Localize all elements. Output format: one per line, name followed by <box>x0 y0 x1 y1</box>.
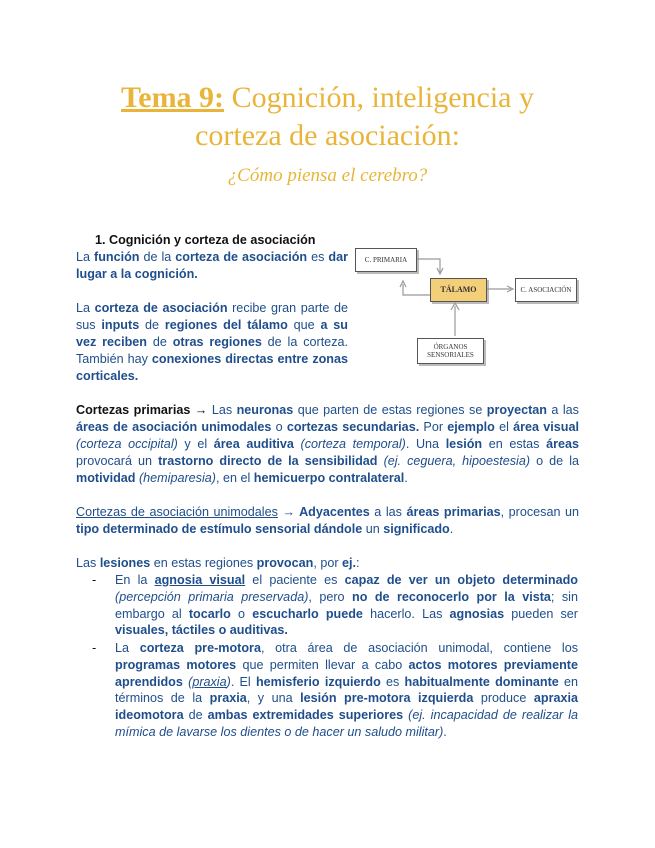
title-line1: Cognición, inteligencia y <box>224 81 534 114</box>
page-title <box>0 80 655 116</box>
paragraph-unimodales: Cortezas de asociación unimodales → Adyacentes a las áreas primarias, procesan un tipo determinado de estímulo sensorial dándole un significado. <box>76 505 579 536</box>
page-subtitle: ¿Cómo piensa el cerebro? <box>227 165 428 186</box>
bullet-agnosia: En la agnosia visual el paciente es capaz de ver un objeto determinado (percepción primaria preservada), pero no de reconocerlo por la vista; sin embargo al tocarlo o escucharlo puede hacerlo. Las agnosias pueden ser visuales, táctiles o auditivas. <box>115 573 578 638</box>
diagram-arrows <box>355 240 585 370</box>
title-line2: corteza de asociación: <box>195 119 460 152</box>
bullet-dash: - <box>92 573 97 587</box>
diagram-organos-box: ÓRGANOS SENSORIALES <box>417 338 484 364</box>
section-heading: 1. Cognición y corteza de asociación <box>95 233 316 247</box>
diagram-asociacion-box: C. ASOCIACIÓN <box>515 278 577 302</box>
paragraph-intro: La función de la corteza de asociación es dar lugar a la cognición. <box>76 250 349 281</box>
title-prefix: Tema 9: <box>121 81 225 114</box>
paragraph-cortezas-primarias: Cortezas primarias → Las neuronas que parten de estas regiones se proyectan a las áreas de asociación unimodales o cortezas secundarias. Por ejemplo el área visual (corteza occipital) y el área auditiva (corteza temporal). Una lesión en estas áreas provocará un trastorno directo de la sensibilidad (ej. ceguera, hipoestesia) o de la motividad (hemiparesia), en el hemicuerpo contralateral. <box>76 403 579 485</box>
paragraph-lesiones: Las lesiones en estas regiones provocan, por ej.: <box>76 556 360 570</box>
cortex-diagram <box>355 240 585 370</box>
paragraph-corteza: La corteza de asociación recibe gran parte de sus inputs de regiones del tálamo que a su vez reciben de otras regiones de la corteza. También hay conexiones directas entre zonas corticales. <box>76 301 349 383</box>
bullet-dash: - <box>92 641 97 655</box>
bullet-premotora: La corteza pre-motora, otra área de asociación unimodal, contiene los programas motores que permiten llevar a cabo actos motores previamente aprendidos (praxia). El hemisferio izquierdo es habitualmente dominante en términos de la praxia, y una lesión pre-motora izquierda produce apraxia ideomotora de ambas extremidades superiores (ej. incapacidad de realizar la mímica de lavarse los dientes o de hacer un saludo militar). <box>115 641 579 739</box>
diagram-primaria-box: C. PRIMARIA <box>355 248 417 272</box>
diagram-talamo-box: TÁLAMO <box>430 278 487 302</box>
